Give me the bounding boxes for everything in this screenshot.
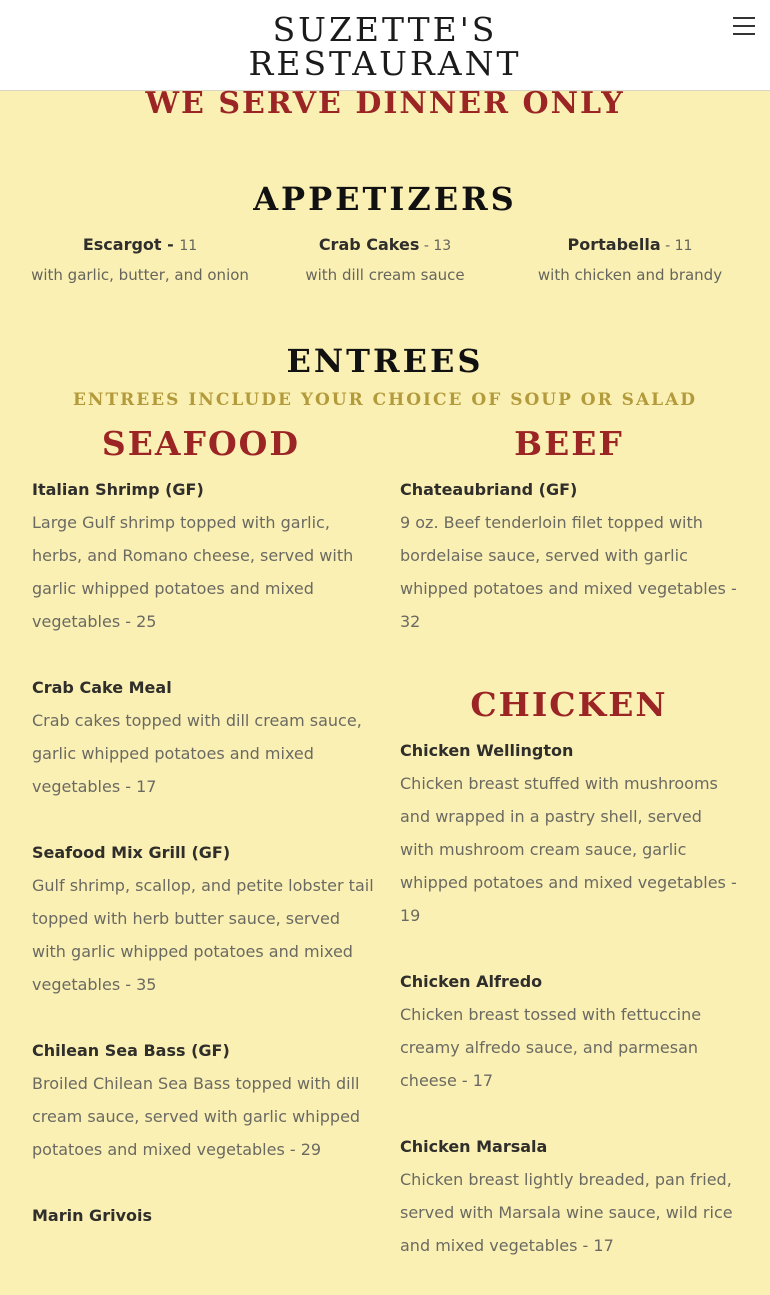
menu-item-desc: Large Gulf shrimp topped with garlic, herbs, and Romano cheese, served with garlic whipped potatoes and mixed vegetables - 25 bbox=[32, 513, 354, 631]
menu-item-desc: Gulf shrimp, scallop, and petite lobster tail topped with herb butter sauce, served with garlic whipped potatoes and mixed vegetables - 35 bbox=[32, 876, 374, 994]
menu-item-desc: Chicken breast lightly breaded, pan fried, served with Marsala wine sauce, wild rice and mixed vegetables - 17 bbox=[400, 1170, 733, 1255]
entrees-note: ENTREES INCLUDE YOUR CHOICE OF SOUP OR SALAD bbox=[72, 390, 698, 410]
menu-item bbox=[400, 965, 740, 1097]
seafood-heading: SEAFOOD bbox=[101, 424, 301, 463]
menu-item-desc: Chicken breast tossed with fettuccine creamy alfredo sauce, and parmesan cheese - 17 bbox=[400, 1005, 702, 1090]
menu-item bbox=[32, 1034, 377, 1166]
menu-item-name: Crab Cake Meal bbox=[32, 678, 172, 697]
brand-line-1: SUZETTE'S bbox=[272, 10, 498, 49]
menu-item bbox=[32, 836, 377, 1001]
brand-logo[interactable] bbox=[0, 10, 770, 83]
appetizer-desc: with chicken and brandy bbox=[537, 266, 723, 284]
menu-item-name: Chicken Alfredo bbox=[400, 972, 543, 991]
menu-item bbox=[400, 734, 740, 932]
site-header bbox=[0, 0, 770, 91]
beef-heading: BEEF bbox=[514, 424, 624, 463]
menu-item-desc: Chicken breast stuffed with mushrooms and wrapped in a pastry shell, served with mushroom cream sauce, garlic whipped potatoes and mixed vegetables - 19 bbox=[400, 774, 737, 925]
appetizer-desc: with garlic, butter, and onion bbox=[31, 266, 249, 284]
dinner-banner: WE SERVE DINNER ONLY bbox=[145, 86, 625, 121]
menu-item-name: Chicken Wellington bbox=[400, 741, 574, 760]
appetizer-desc: with dill cream sauce bbox=[305, 266, 465, 284]
appetizer-name: Portabella bbox=[567, 235, 661, 254]
appetizer-item: Portabella - 11 with chicken and brandy bbox=[515, 232, 745, 284]
appetizer-price: 11 bbox=[179, 238, 198, 254]
menu-item-name: Chilean Sea Bass (GF) bbox=[32, 1041, 230, 1060]
menu-item bbox=[32, 671, 377, 803]
appetizer-price: 11 bbox=[674, 238, 693, 254]
seafood-list bbox=[32, 473, 377, 1265]
menu-item-name: Italian Shrimp (GF) bbox=[32, 480, 204, 499]
chicken-heading: CHICKEN bbox=[470, 685, 668, 724]
menu-item-desc: 9 oz. Beef tenderloin filet topped with bordelaise sauce, served with garlic whipped potatoes and mixed vegetables - 32 bbox=[400, 513, 737, 631]
menu-item bbox=[32, 473, 377, 638]
appetizer-item: Crab Cakes - 13 with dill cream sauce bbox=[275, 232, 495, 284]
chicken-list bbox=[400, 734, 740, 1295]
beef-list bbox=[400, 473, 740, 671]
menu-item bbox=[400, 1130, 740, 1262]
menu-item-desc: Broiled Chilean Sea Bass topped with dill cream sauce, served with garlic whipped potatoes and mixed vegetables - 29 bbox=[32, 1074, 361, 1159]
appetizer-name: Escargot bbox=[82, 235, 162, 254]
appetizers-heading: APPETIZERS bbox=[253, 180, 517, 218]
appetizer-price: 13 bbox=[433, 238, 452, 254]
menu-item-name: Chateaubriand (GF) bbox=[400, 480, 578, 499]
appetizer-item: Escargot - 11 with garlic, butter, and onion bbox=[20, 232, 260, 284]
hamburger-menu-icon[interactable] bbox=[733, 17, 755, 37]
menu-item-name: Marin Grivois bbox=[32, 1206, 152, 1225]
appetizer-name: Crab Cakes bbox=[318, 235, 420, 254]
menu-item bbox=[400, 473, 740, 638]
entrees-heading: ENTREES bbox=[286, 342, 484, 380]
menu-item-desc: Crab cakes topped with dill cream sauce, garlic whipped potatoes and mixed vegetables - 17 bbox=[32, 711, 362, 796]
menu-item-name: Chicken Marsala bbox=[400, 1137, 548, 1156]
brand-line-2: RESTAURANT bbox=[248, 44, 522, 83]
menu-item bbox=[32, 1199, 377, 1232]
menu-item-name: Seafood Mix Grill (GF) bbox=[32, 843, 231, 862]
